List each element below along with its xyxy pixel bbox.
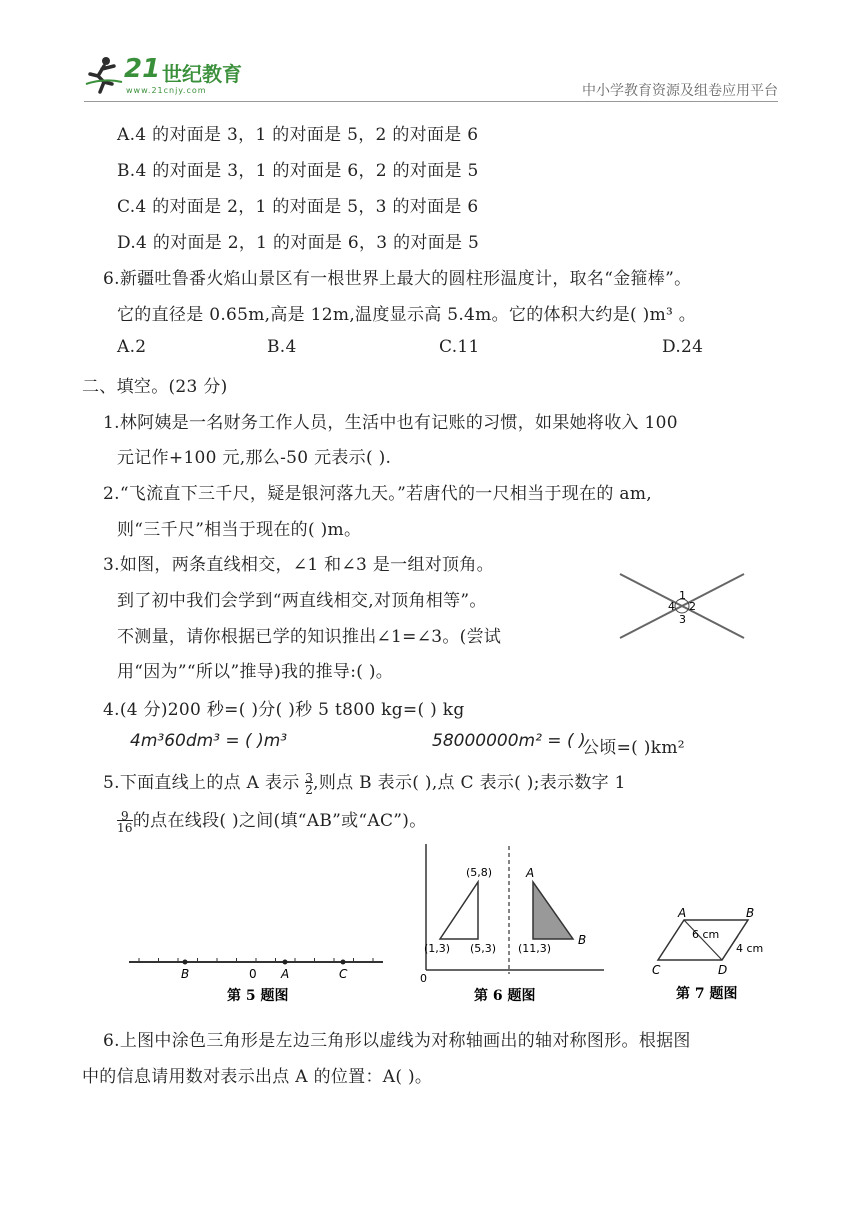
fill-q1-line2: 元记作+100 元,那么-50 元表示( ). [117,448,392,468]
label-a: A [281,967,290,981]
angle-label-3: 3 [679,613,686,626]
coord-5-3: (5,3) [470,942,497,955]
vertex-b: B [746,906,755,920]
logo-text: 世纪教育 [162,62,242,86]
q6-option-b: B.4 [267,337,297,357]
option-b: B.4 的对面是 3，1 的对面是 6，2 的对面是 5 [117,161,479,181]
frac2-denominator: 16 [117,820,133,835]
coord-1-3: (1,3) [424,942,451,955]
label-b: B [181,967,190,981]
figure-6-caption: 第 6 题图 [474,988,536,1004]
fill-q3-line2: 到了初中我们会学到“两直线相交,对顶角相等”。 [117,591,487,611]
fraction-nine-sixteenths [117,810,133,834]
site-tagline: 中小学教育资源及组卷应用平台 [582,83,778,99]
fill-q4-math-right: 58000000m² = ( ) [432,731,586,751]
runner-icon [84,54,124,94]
q6-option-c: C.11 [439,337,480,357]
logo-url: www.21cnjy.com [126,86,207,95]
fill-q6-line1: 6.上图中涂色三角形是左边三角形以虚线为对称轴画出的轴对称图形。根据图 [103,1031,691,1051]
angle-label-1: 1 [679,589,686,602]
fill-q5-text-c: 的点在线段( )之间(填“AB”或“AC”)。 [132,811,427,831]
fill-q3-line1: 3.如图，两条直线相交，∠1 和∠3 是一组对顶角。 [103,555,494,575]
option-d: D.4 的对面是 2，1 的对面是 6，3 的对面是 5 [117,233,480,253]
question-6-line2: 它的直径是 0.65m,高是 12m,温度显示高 5.4m。它的体积大约是( )m³ 。 [117,305,697,325]
fill-q1-line1: 1.林阿姨是一名财务工作人员，生活中也有记账的习惯，如果她将收入 100 [103,413,678,433]
label-c: C [339,967,348,981]
frac-denominator: 2 [305,782,314,797]
fill-q5-line2 [117,806,427,834]
header-divider [84,101,778,102]
figure-5-number-line [125,940,385,1008]
fill-q4-tail: 公顷=( )km² [582,738,685,758]
fraction-three-halves [305,772,313,796]
vertex-d: D [718,963,728,977]
fill-q2-line2: 则“三千尺”相当于现在的( )m。 [117,520,362,540]
fill-q3-line4: 用“因为”“所以”推导)我的推导:( )。 [117,662,394,682]
fill-q4-line1: 4.(4 分)200 秒=( )分( )秒 5 t800 kg=( ) kg [103,700,465,720]
logo-number: 21 [124,54,161,84]
point-a-label: A [526,866,535,880]
site-logo [84,52,244,98]
fill-q5-text-b: ,则点 B 表示( ),点 C 表示( );表示数字 1 [313,773,626,793]
angle-label-4: 4 [668,600,675,613]
coord-5-8: (5,8) [466,866,493,879]
question-6-line1: 6.新疆吐鲁番火焰山景区有一根世界上最大的圆柱形温度计，取名“金箍棒”。 [103,269,692,289]
figure-7-parallelogram [644,902,774,1006]
fill-q5-line1 [103,768,626,796]
fill-q4-math-left: 4m³60dm³ = ( )m³ [130,731,288,751]
q6-option-d: D.24 [662,337,704,357]
length-6cm: 6 cm [692,928,720,941]
frac2-numerator: 9 [120,808,129,823]
figure-7-caption: 第 7 题图 [676,986,738,1002]
fill-q6-line2: 中的信息请用数对表示出点 A 的位置：A( )。 [82,1067,433,1087]
length-4cm: 4 cm [736,942,764,955]
origin-label: 0 [420,972,427,985]
fill-q2-line1: 2.“飞流直下三千尺，疑是银河落九天。”若唐代的一尺相当于现在的 am, [103,484,652,504]
fill-q5-text-a: 5.下面直线上的点 A 表示 [103,773,300,793]
q6-option-a: A.2 [117,337,147,357]
angle-label-2: 2 [689,600,696,613]
coord-11-3: (11,3) [518,942,552,955]
shaded-triangle [533,882,573,939]
point-b-label: B [578,933,587,947]
left-triangle [440,882,478,939]
figure-6-coordinate [408,842,608,1006]
option-c: C.4 的对面是 2，1 的对面是 5，3 的对面是 6 [117,197,479,217]
option-a: A.4 的对面是 3，1 的对面是 5，2 的对面是 6 [117,125,479,145]
fill-q3-line3: 不测量，请你根据已学的知识推出∠1=∠3。(尝试 [117,627,502,647]
frac-numerator: 3 [305,770,314,785]
intersecting-lines-figure [612,570,752,645]
figure-5-caption: 第 5 题图 [227,988,289,1004]
vertex-a: A [678,906,687,920]
point-a [283,960,288,965]
point-c [341,960,346,965]
vertex-c: C [652,963,661,977]
section-title: 二、填空。(23 分) [82,377,228,397]
label-zero: 0 [249,967,257,981]
point-b [183,960,188,965]
